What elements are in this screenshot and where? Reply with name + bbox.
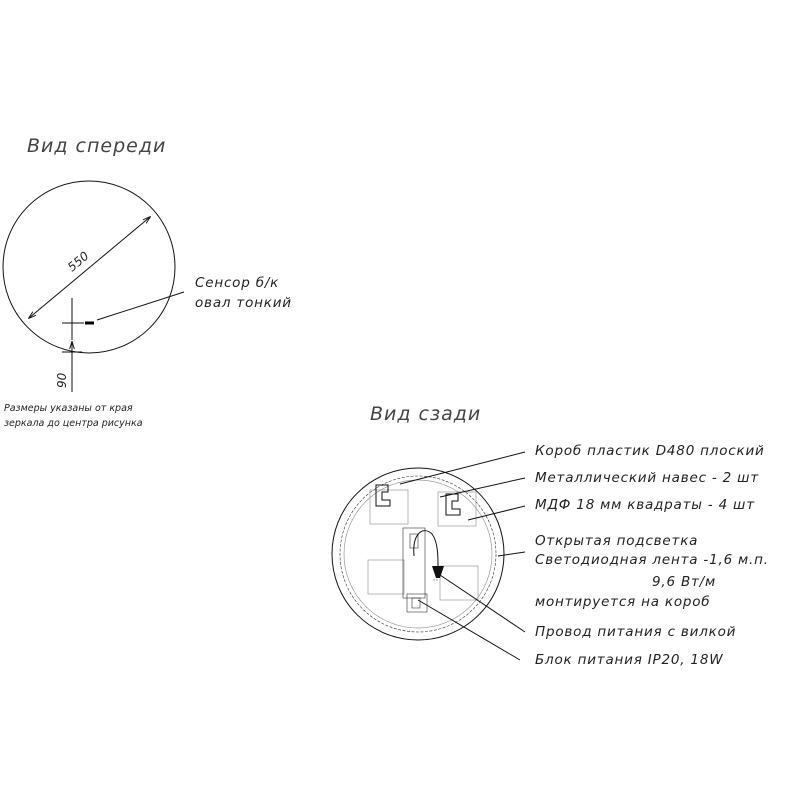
sensor-leader-line [97, 292, 184, 320]
front-view-title: Вид спереди [27, 135, 167, 157]
callout-led-power: 9,6 Вт/м [652, 574, 717, 590]
sensor-label-line1: Сенсор б/к [195, 275, 280, 291]
dimension-note-line1: Размеры указаны от края [4, 403, 133, 414]
callout-mdf-squares: МДФ 18 мм квадраты - 4 шт [535, 497, 755, 513]
mdf-square [440, 566, 478, 600]
front-mirror-outline [3, 181, 175, 353]
diameter-label: 550 [64, 248, 92, 275]
back-mirror-outline [332, 468, 504, 640]
callout-metal-hanger: Металлический навес - 2 шт [535, 470, 759, 486]
callout-plastic-box: Короб пластик D480 плоский [535, 443, 765, 459]
plastic-box-outline [340, 476, 496, 632]
mdf-square [368, 560, 404, 594]
diameter-dimension-line [29, 217, 150, 318]
back-leader-lines [400, 452, 525, 660]
callout-power-cord: Провод питания с вилкой [535, 624, 737, 640]
back-mirror [332, 468, 504, 640]
dimension-note-line2: зеркала до центра рисунка [4, 418, 143, 429]
metal-hanger [376, 485, 390, 506]
callout-power-supply: Блок питания IP20, 18W [535, 652, 724, 668]
callout-led-strip: Светодиодная лента -1,6 м.п. [535, 552, 769, 568]
sensor-mark [62, 298, 94, 340]
callout-mounted-on-box: монтируется на короб [535, 594, 711, 610]
sensor-label-line2: овал тонкий [195, 295, 292, 311]
callout-open-lighting: Открытая подсветка [535, 533, 699, 549]
power-cord [414, 531, 444, 580]
metal-hanger [446, 494, 460, 515]
back-view-title: Вид сзади [370, 403, 482, 425]
offset-label: 90 [55, 372, 69, 388]
